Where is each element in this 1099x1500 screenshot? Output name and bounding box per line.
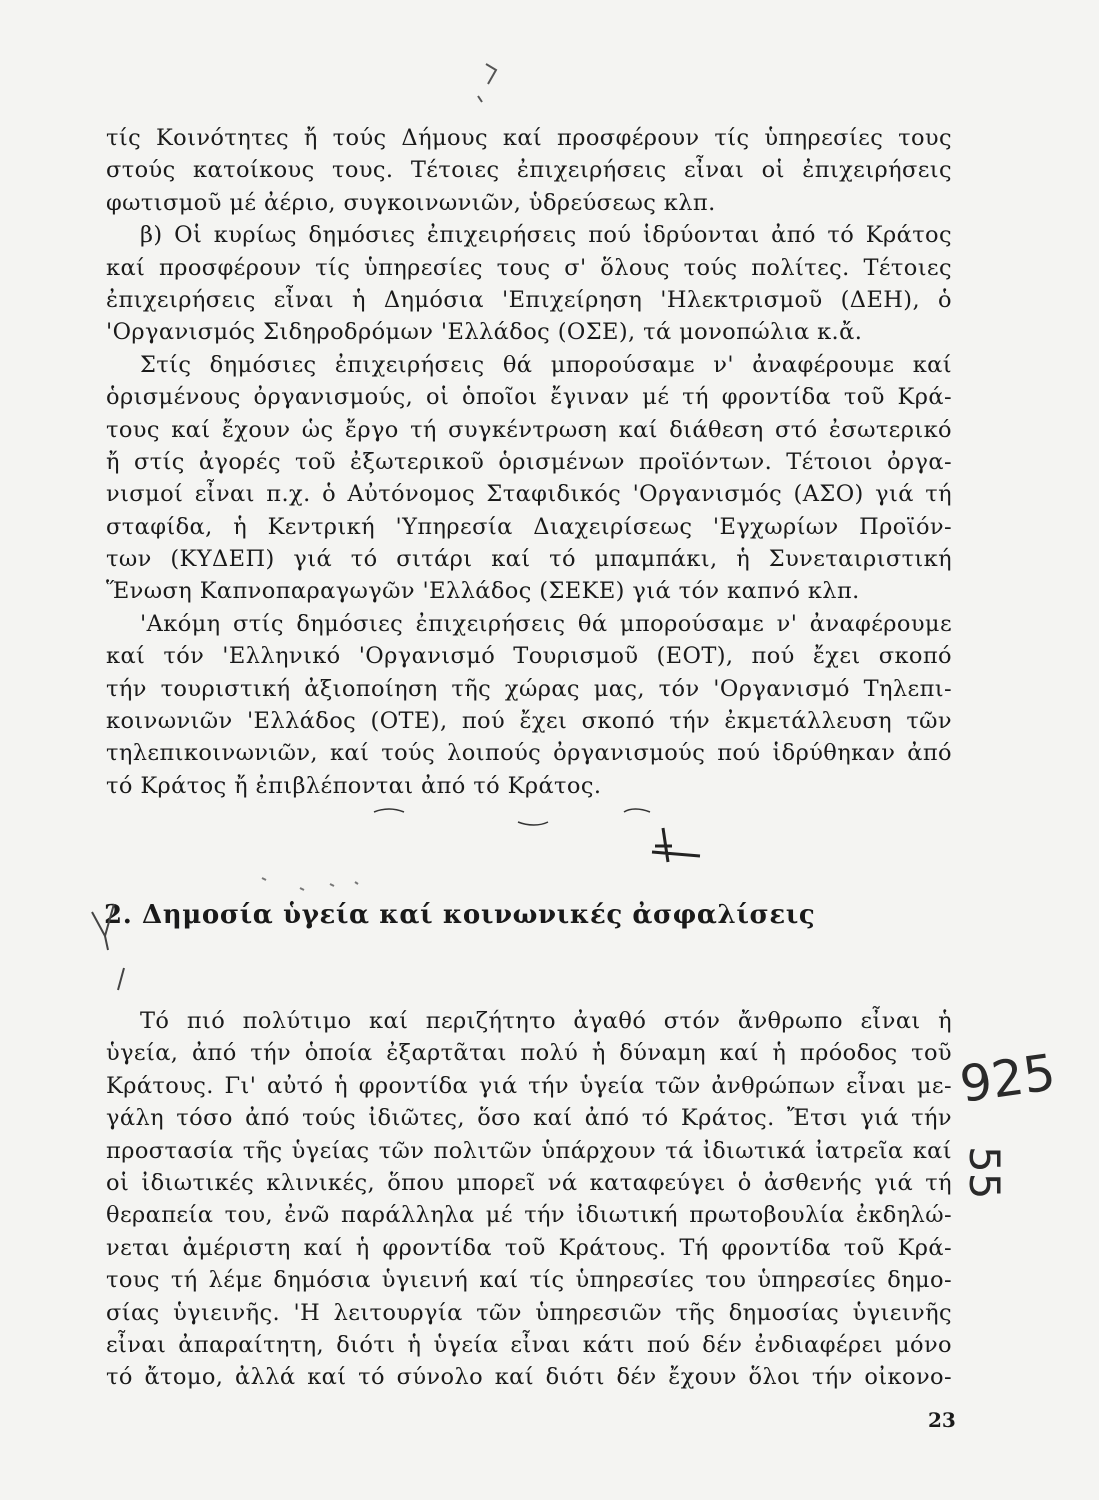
text-line: Τό πιό πολύτιμο καί περιζήτητο ἀγαθό στόν ἄνθρωπο εἶναι ἡ <box>140 1008 952 1034</box>
text-line: νεται ἀμέριστη καί ἡ φροντίδα τοῦ Κράτους. Τή φροντίδα τοῦ Κρά- <box>106 1234 952 1261</box>
cross-mark <box>652 828 700 862</box>
text-line: τηλεπικοινωνιῶν, καί τούς λοιπούς ὀργανισμούς πού ἱδρύθηκαν ἀπό <box>106 740 952 767</box>
text-line: 'Ακόμη στίς δημόσιες ἐπιχειρήσεις θά μπορούσαμε ν' ἀναφέρουμε <box>140 610 952 637</box>
text-line: τους καί ἔχουν ὡς ἔργο τή συγκέντρωση καί διάθεση στό ἐσωτερικό <box>106 416 952 443</box>
text-line: γάλη τόσο ἀπό τούς ἰδιῶτες, ὅσο καί ἀπό τό Κράτος. Ἔτσι γιά τήν <box>106 1105 952 1132</box>
underline-mark <box>518 822 548 825</box>
text-line: Κράτους. Γι' αὐτό ἡ φροντίδα γιά τήν ὑγεία τῶν ἀνθρώπων εἶναι με- <box>106 1072 952 1099</box>
text-line: ὑγεία, ἀπό τήν ὁποία ἐξαρτᾶται πολύ ἡ δύναμη καί ἡ πρόοδος τοῦ <box>106 1040 952 1067</box>
page-number: 23 <box>928 1408 956 1432</box>
text-line: κοινωνιῶν 'Ελλάδος (ΟΤΕ), πού ἔχει σκοπό τήν ἐκμετάλλευση τῶν <box>106 708 952 735</box>
text-line: τους τή λέμε δημόσια ὑγιεινή καί τίς ὑπηρεσίες του ὑπηρεσίες δημο- <box>106 1267 952 1294</box>
text-line: Ἕνωση Καπνοπαραγωγῶν 'Ελλάδος (ΣΕΚΕ) γιά τόν καπνό κλπ. <box>106 578 860 605</box>
underline-mark <box>374 809 404 812</box>
text-line: τίς Κοινότητες ἤ τούς Δήμους καί προσφέρουν τίς ὑπηρεσίες τους <box>106 125 952 151</box>
text-line: φωτισμοῦ μέ ἀέριο, συγκοινωνιῶν, ὑδρεύσεως κλπ. <box>106 189 716 216</box>
body-text-bottom <box>106 1005 952 1394</box>
underline-mark <box>624 809 650 812</box>
body-text-top <box>106 122 952 802</box>
text-line: τό Κράτος ἤ ἐπιβλέπονται ἀπό τό Κράτος. <box>106 772 602 799</box>
text-line: οἱ ἰδιωτικές κλινικές, ὅπου μπορεῖ νά καταφεύγει ὁ ἀσθενής γιά τή <box>106 1169 952 1196</box>
section-heading: 2. Δημοσία ὑγεία καί κοινωνικές ἀσφαλίσεις <box>104 900 816 930</box>
text-line: τό ἄτομο, ἀλλά καί τό σύνολο καί διότι δέν ἔχουν ὅλοι τήν οἰκονο- <box>106 1364 952 1391</box>
text-line: νισμοί εἶναι π.χ. ὁ Αὐτόνομος Σταφιδικός 'Οργανισμός (ΑΣΟ) γιά τή <box>106 481 952 508</box>
text-line: θεραπεία του, ἐνῶ παράλληλα μέ τήν ἰδιωτική πρωτοβουλία ἐκδηλώ- <box>106 1202 952 1229</box>
text-line: προστασία τῆς ὑγείας τῶν πολιτῶν ὑπάρχουν τά ἰδιωτικά ἰατρεῖα καί <box>106 1137 952 1164</box>
text-line: ἐπιχειρήσεις εἶναι ἡ Δημόσια 'Επιχείρηση 'Ηλεκτρισμοῦ (ΔΕΗ), ὁ <box>106 286 952 313</box>
text-line: σίας ὑγιεινῆς. 'Η λειτουργία τῶν ὑπηρεσιῶν τῆς δημοσίας ὑγιεινῆς <box>106 1299 952 1326</box>
text-line: Στίς δημόσιες ἐπιχειρήσεις θά μπορούσαμε ν' ἀναφέρουμε καί <box>140 351 952 378</box>
top-pencil-mark <box>478 64 496 102</box>
text-line: καί τόν 'Ελληνικό 'Οργανισμό Τουρισμοῦ (ΕΟΤ), πού ἔχει σκοπό <box>106 643 952 670</box>
text-line: καί προσφέρουν τίς ὑπηρεσίες τους σ' ὅλους τούς πολίτες. Τέτοιες <box>106 254 952 281</box>
text-line: ἤ στίς ἀγορές τοῦ ἐξωτερικοῦ ὁρισμένων προϊόντων. Τέτοιοι ὀργα- <box>106 448 952 475</box>
text-line: ὁρισμένους ὀργανισμούς, οἱ ὁποῖοι ἔγιναν μέ τή φροντίδα τοῦ Κρά- <box>106 384 952 411</box>
text-line: εἶναι ἀπαραίτητη, διότι ἡ ὑγεία εἶναι κάτι πού δέν ἐνδιαφέρει μόνο <box>106 1331 952 1358</box>
text-line: 'Οργανισμός Σιδηροδρόμων 'Ελλάδος (ΟΣΕ), τά μονοπώλια κ.ἄ. <box>106 319 863 346</box>
margin-handwritten-number-2: 55 <box>960 1146 1009 1200</box>
text-line: των (ΚΥΔΕΠ) γιά τό σιτάρι καί τό μπαμπάκι, ἡ Συνεταιριστική <box>106 546 952 573</box>
margin-handwritten-number: 925 <box>956 1043 1059 1114</box>
margin-tick-mark <box>118 968 124 990</box>
text-line: στούς κατοίκους τους. Τέτοιες ἐπιχειρήσεις εἶναι οἱ ἐπιχειρήσεις <box>106 157 952 184</box>
text-line: β) Οἱ κυρίως δημόσιες ἐπιχειρήσεις πού ἱδρύονται ἀπό τό Κράτος <box>140 222 952 249</box>
speckle-marks <box>262 878 358 890</box>
text-line: τήν τουριστική ἀξιοποίηση τῆς χώρας μας, τόν 'Οργανισμό Τηλεπι- <box>106 675 952 702</box>
text-line: σταφίδα, ἡ Κεντρική 'Υπηρεσία Διαχειρίσεως 'Εγχωρίων Προϊόν- <box>106 513 952 540</box>
